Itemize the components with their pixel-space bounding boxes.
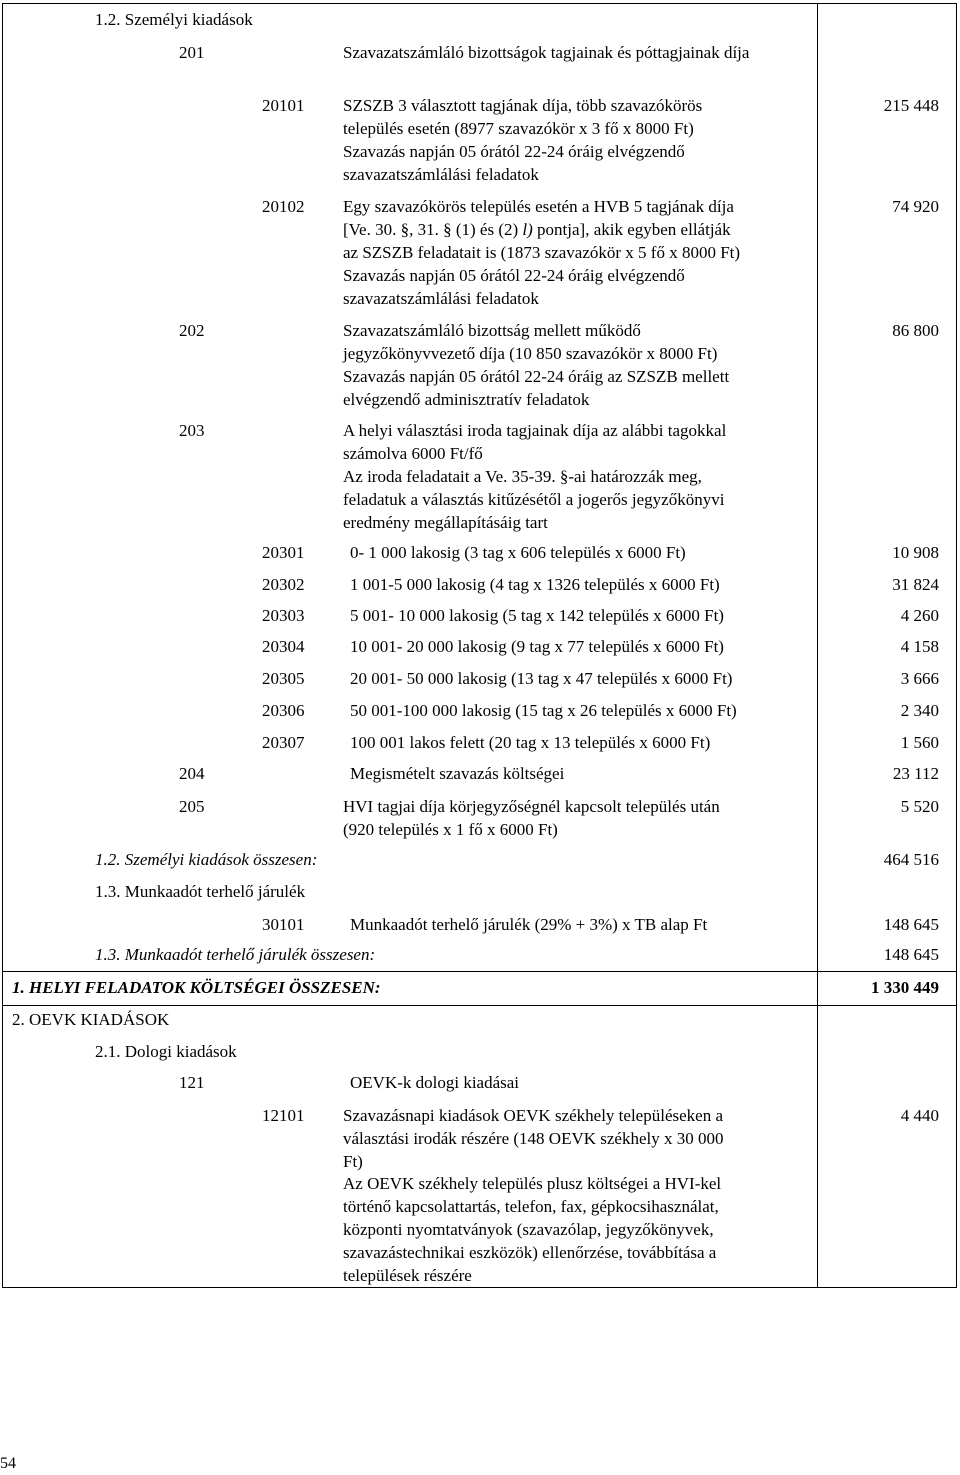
row-code: 20303	[262, 606, 305, 625]
row-description-line: választási irodák részére (148 OEVK székhely x 30 000	[343, 1129, 724, 1148]
row-description-line: jegyzőkönyvvezető díja (10 850 szavazókör x 8000 Ft)	[343, 344, 718, 363]
section-title: 1.3. Munkaadót terhelő járulék	[95, 882, 306, 901]
row-amount: 3 666	[900, 669, 939, 688]
row-code: 20304	[262, 637, 305, 656]
row-description-line: Szavazás napján 05 órától 22-24 óráig elvégzendő	[343, 142, 685, 161]
row-code: 121	[179, 1073, 205, 1092]
row-amount: 2 340	[900, 701, 939, 720]
row-description-line: eredmény megállapításáig tart	[343, 513, 548, 532]
section-title: 2.1. Dologi kiadások	[95, 1042, 237, 1061]
row-amount: 148 645	[883, 915, 939, 934]
row-code: 203	[179, 421, 205, 440]
table-border-left	[2, 3, 3, 1288]
row-description: 0- 1 000 lakosig (3 tag x 606 település x 6000 Ft)	[350, 543, 686, 562]
row-description: 1 001-5 000 lakosig (4 tag x 1326 település x 6000 Ft)	[350, 575, 720, 594]
row-description-line: SZSZB 3 választott tagjának díja, több szavazókörös	[343, 96, 703, 115]
row-description: Megismételt szavazás költségei	[350, 764, 565, 783]
row-amount: 5 520	[900, 797, 939, 816]
row-description-line: települések részére	[343, 1266, 472, 1285]
row-amount: 4 440	[900, 1106, 939, 1125]
page-number: 54	[0, 1455, 16, 1472]
row-description: 100 001 lakos felett (20 tag x 13 település x 6000 Ft)	[350, 733, 711, 752]
row-amount: 4 260	[900, 606, 939, 625]
row-description-line: központi nyomtatványok (szavazólap, jegyzőkönyvek,	[343, 1220, 714, 1239]
row-description: Szavazatszámláló bizottságok tagjainak és póttagjainak díja	[343, 43, 750, 62]
row-description-line	[343, 218, 731, 241]
row-code: 30101	[262, 915, 305, 934]
section-title: 1.2. Személyi kiadások	[95, 10, 253, 29]
row-description-line: HVI tagjai díja körjegyzőségnél kapcsolt település után	[343, 797, 720, 816]
row-code: 20305	[262, 669, 305, 688]
row-divider	[2, 971, 957, 972]
row-description: 50 001-100 000 lakosig (15 tag x 26 település x 6000 Ft)	[350, 701, 737, 720]
row-amount: 4 158	[900, 637, 939, 656]
row-description: 10 001- 20 000 lakosig (9 tag x 77 település x 6000 Ft)	[350, 637, 724, 656]
row-description-line: az SZSZB feladatait is (1873 szavazókör x 5 fő x 8000 Ft)	[343, 243, 741, 262]
row-code: 20301	[262, 543, 305, 562]
row-description-line: szavazástechnikai eszközök) ellenőrzése, továbbítása a	[343, 1243, 717, 1262]
subtotal-amount: 464 516	[883, 850, 939, 869]
row-description-line: elvégzendő adminisztratív feladatok	[343, 390, 590, 409]
row-description-line: Szavazásnapi kiadások OEVK székhely településeken a	[343, 1106, 723, 1125]
row-description: OEVK-k dologi kiadásai	[350, 1073, 520, 1092]
row-code: 20101	[262, 96, 305, 115]
row-description-line: Szavazás napján 05 órától 22-24 óráig elvégzendő	[343, 266, 685, 285]
row-description-line: történő kapcsolattartás, telefon, fax, gépkocsihasználat,	[343, 1197, 719, 1216]
row-code: 20307	[262, 733, 305, 752]
grand-total-label: 1. HELYI FELADATOK KÖLTSÉGEI ÖSSZESEN:	[12, 978, 381, 997]
row-description: 20 001- 50 000 lakosig (13 tag x 47 település x 6000 Ft)	[350, 669, 733, 688]
row-description-line: A helyi választási iroda tagjainak díja az alábbi tagokkal	[343, 421, 727, 440]
row-code: 20302	[262, 575, 305, 594]
row-description-line: feladatuk a választás kitűzésétől a jogerős jegyzőkönyvi	[343, 490, 725, 509]
row-description-line: Szavazatszámláló bizottság mellett működő	[343, 321, 641, 340]
row-amount: 74 920	[892, 197, 939, 216]
row-description-line: szavazatszámlálási feladatok	[343, 165, 539, 184]
text-segment: pontja], akik egyben ellátják	[532, 220, 731, 239]
row-code: 202	[179, 321, 205, 340]
text-segment: [Ve. 30. §, 31. § (1) és (2)	[343, 220, 523, 239]
row-description-line: (920 település x 1 fő x 6000 Ft)	[343, 820, 558, 839]
row-divider	[2, 3, 957, 4]
row-code: 20102	[262, 197, 305, 216]
row-description-line: település esetén (8977 szavazókör x 3 fő x 8000 Ft)	[343, 119, 694, 138]
grand-total-amount: 1 330 449	[871, 978, 939, 997]
subtotal-label: 1.2. Személyi kiadások összesen:	[95, 850, 318, 869]
row-description: 5 001- 10 000 lakosig (5 tag x 142 település x 6000 Ft)	[350, 606, 724, 625]
row-divider	[2, 1005, 957, 1006]
row-amount: 23 112	[892, 764, 939, 783]
row-amount: 1 560	[900, 733, 939, 752]
row-description-line: számolva 6000 Ft/fő	[343, 444, 483, 463]
row-description-line: Az OEVK székhely település plusz költségei a HVI-kel	[343, 1174, 722, 1193]
row-description-line: Szavazás napján 05 órától 22-24 óráig az SZSZB mellett	[343, 367, 730, 386]
section-title: 2. OEVK KIADÁSOK	[12, 1010, 170, 1029]
row-description-line: Ft)	[343, 1152, 363, 1171]
row-description: Munkaadót terhelő járulék (29% + 3%) x TB alap Ft	[350, 915, 708, 934]
row-description-line: szavazatszámlálási feladatok	[343, 289, 539, 308]
row-code: 12101	[262, 1106, 305, 1125]
row-code: 201	[179, 43, 205, 62]
amount-column-divider	[817, 3, 818, 1288]
subtotal-amount: 148 645	[883, 945, 939, 964]
italic-text-segment: l)	[522, 220, 533, 239]
row-code: 205	[179, 797, 205, 816]
row-divider	[2, 1287, 957, 1288]
row-amount: 215 448	[883, 96, 939, 115]
row-description-line: Egy szavazókörös település esetén a HVB 5 tagjának díja	[343, 197, 734, 216]
row-amount: 31 824	[892, 575, 939, 594]
subtotal-label: 1.3. Munkaadót terhelő járulék összesen:	[95, 945, 376, 964]
row-amount: 10 908	[892, 543, 939, 562]
table-border-right	[956, 3, 957, 1288]
row-description-line: Az iroda feladatait a Ve. 35-39. §-ai határozzák meg,	[343, 467, 702, 486]
row-amount: 86 800	[892, 321, 939, 340]
row-code: 204	[179, 764, 205, 783]
row-code: 20306	[262, 701, 305, 720]
